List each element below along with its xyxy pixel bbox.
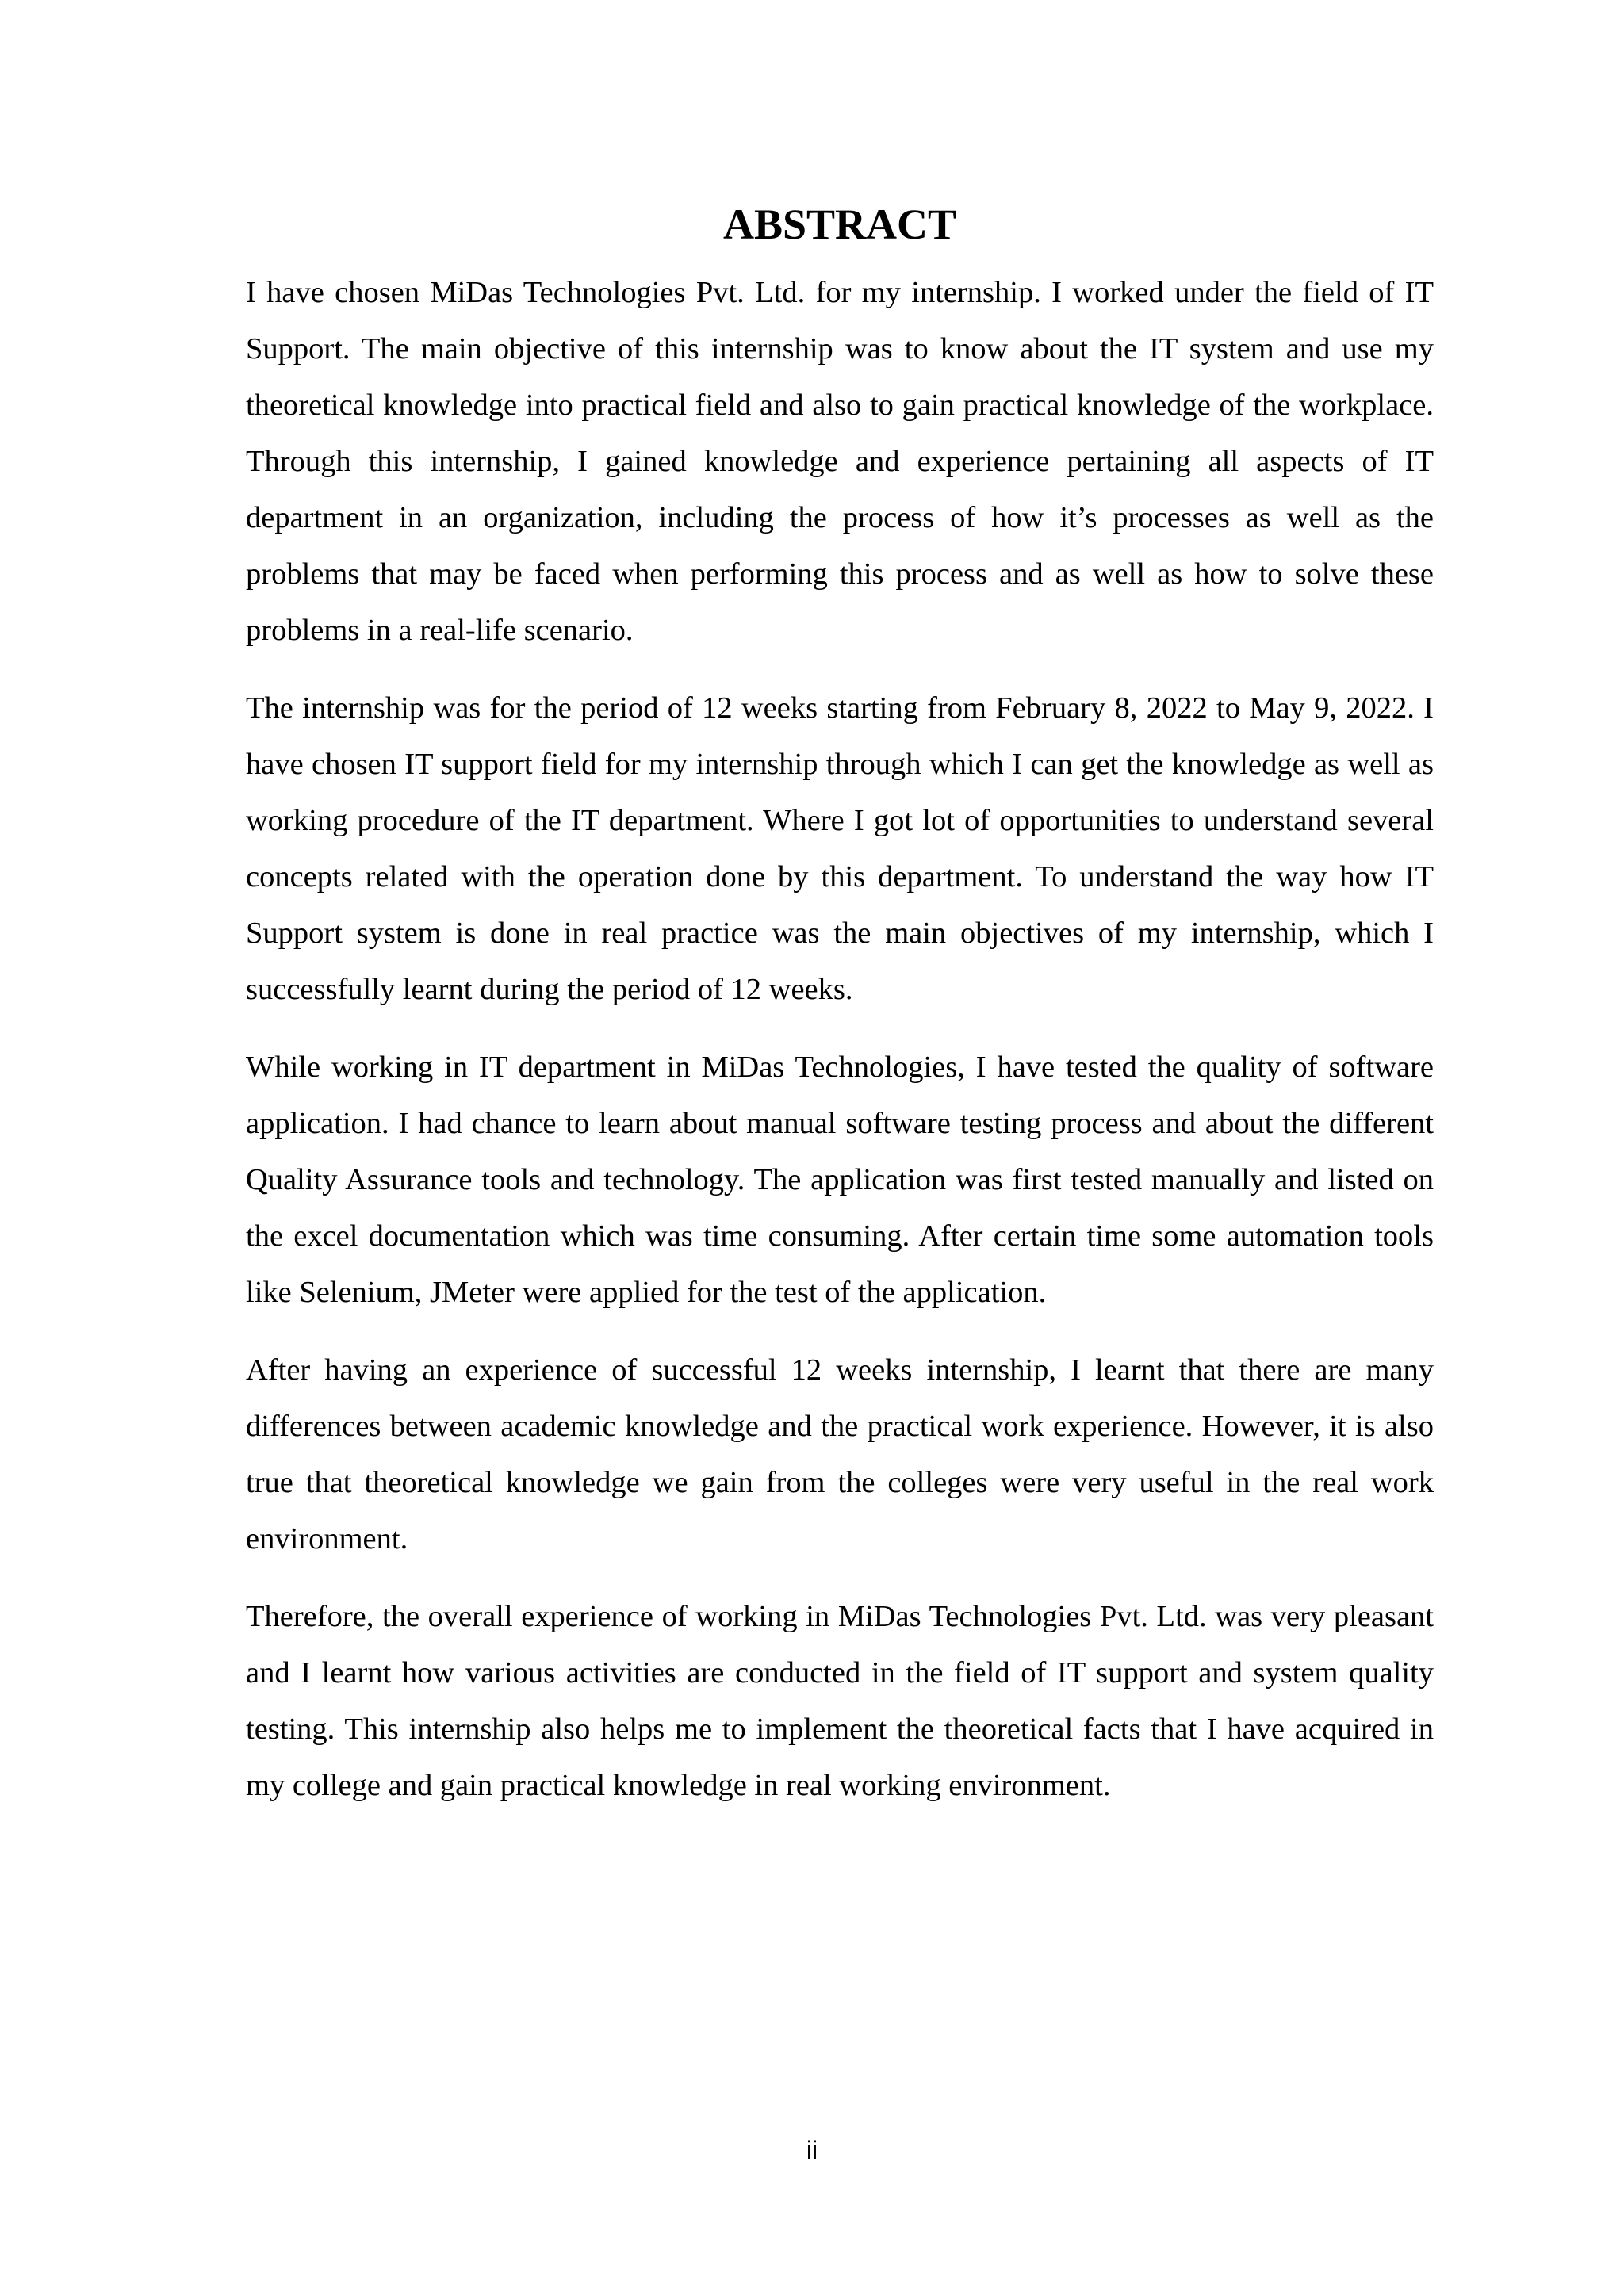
page-title: ABSTRACT [722, 201, 957, 248]
abstract-paragraph-5: Therefore, the overall experience of working in MiDas Technologies Pvt. Ltd. was very pleasant and I learnt how various activities are conducted in the field of IT support and system quality testing. This internship also helps me to implement the theoretical facts that I have acquired in my college and gain practical knowledge in real working environment. [246, 1600, 1434, 1802]
page-number: ii [806, 2136, 818, 2164]
abstract-paragraph-4: After having an experience of successful 12 weeks internship, I learnt that there are many differences between academic knowledge and the practical work experience. However, it is also true that theoretical knowledge we gain from the colleges were very useful in the real work environment. [246, 1353, 1434, 1556]
abstract-paragraph-2: The internship was for the period of 12 weeks starting from February 8, 2022 to May 9, 2022. I have chosen IT support field for my internship through which I can get the knowledge as well as working procedure of the IT department. Where I got lot of opportunities to understand several concepts related with the operation done by this department. To understand the way how IT Support system is done in real practice was the main objectives of my internship, which I successfully learnt during the period of 12 weeks. [246, 691, 1434, 1006]
page-content [246, 190, 1434, 1835]
abstract-paragraph-1: I have chosen MiDas Technologies Pvt. Ltd. for my internship. I worked under the field of IT Support. The main objective of this internship was to know about the IT system and use my theoretical knowledge into practical field and also to gain practical knowledge of the workplace. Through this internship, I gained knowledge and experience pertaining all aspects of IT department in an organization, including the process of how it’s processes as well as the problems that may be faced when performing this process and as well as how to solve these problems in a real-life scenario. [246, 276, 1434, 647]
abstract-paragraph-3: While working in IT department in MiDas Technologies, I have tested the quality of software application. I had chance to learn about manual software testing process and about the different Quality Assurance tools and technology. The application was first tested manually and listed on the excel documentation which was time consuming. After certain time some automation tools like Selenium, JMeter were applied for the test of the application. [246, 1050, 1434, 1309]
